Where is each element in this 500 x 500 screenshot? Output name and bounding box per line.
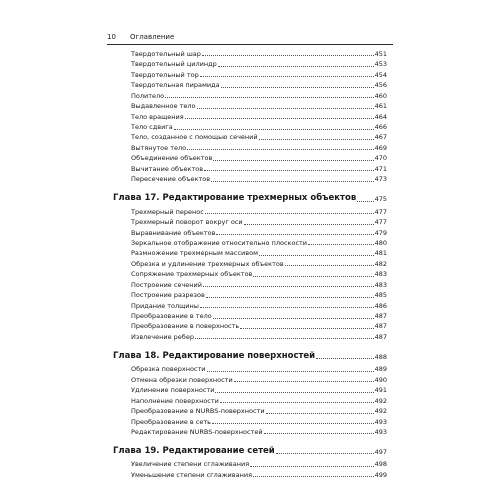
toc-entry <box>113 383 387 393</box>
toc-entry-label: Наполнение поверхности <box>131 396 219 405</box>
toc-entry-label: Преобразование в тело <box>131 312 212 320</box>
toc-chapter-entry <box>113 435 387 457</box>
toc-entry-label: Трехмерный перенос <box>131 207 204 216</box>
toc-entry-label: Объединение объектов <box>131 154 213 163</box>
toc-entry-label: Придание толщины <box>131 301 199 310</box>
toc-entry <box>113 89 387 99</box>
dot-leader <box>259 138 374 140</box>
toc-entry <box>113 288 387 298</box>
dot-leader <box>207 370 374 372</box>
toc-entry-page: 460 <box>374 91 387 100</box>
toc-entry <box>113 415 387 425</box>
toc-chapter-entry <box>113 183 387 205</box>
dot-leader <box>197 107 374 109</box>
dot-leader <box>276 452 374 454</box>
toc-entry-page: 461 <box>374 102 387 111</box>
toc-entry-label: Твердотельный цилиндр <box>131 60 217 69</box>
dot-leader <box>206 296 374 298</box>
toc-chapter-entry <box>113 340 387 362</box>
toc-entry-page: 485 <box>374 291 387 300</box>
toc-entry <box>113 468 387 478</box>
dot-leader <box>165 96 373 98</box>
dot-leader <box>259 254 374 256</box>
toc-entry-label: Твердотельный тор <box>131 70 199 79</box>
toc-entry-label: Построение сечений <box>131 280 202 289</box>
toc-entry-label: Извлечение ребер <box>131 332 194 341</box>
toc-entry-page: 493 <box>374 427 387 436</box>
dot-leader <box>264 432 374 434</box>
toc-entry <box>113 205 387 215</box>
toc-entry <box>113 362 387 372</box>
toc-entry-page: 477 <box>374 218 387 227</box>
toc-entry-page: 454 <box>374 70 387 79</box>
toc-entry <box>113 236 387 246</box>
dot-leader <box>212 422 374 424</box>
dot-leader <box>203 285 374 287</box>
toc-entry-page: 482 <box>374 259 387 268</box>
header-title: Оглавление <box>130 33 175 41</box>
dot-leader <box>215 391 373 393</box>
dot-leader <box>185 117 374 119</box>
dot-leader <box>195 337 374 339</box>
table-of-contents <box>113 47 387 478</box>
toc-entry <box>113 172 387 182</box>
toc-entry <box>113 246 387 256</box>
toc-entry-page: 464 <box>374 112 387 121</box>
toc-entry-page: 497 <box>374 447 387 456</box>
toc-entry <box>113 394 387 404</box>
toc-entry <box>113 330 387 340</box>
toc-entry-label: Пересечение объектов <box>131 175 211 184</box>
toc-entry <box>113 299 387 309</box>
toc-entry <box>113 309 387 319</box>
toc-entry <box>113 457 387 467</box>
toc-entry-label: Редактирование NURBS-поверхностей <box>131 427 263 436</box>
dot-leader <box>200 75 374 77</box>
toc-entry <box>113 47 387 57</box>
dot-leader <box>174 128 374 130</box>
dot-leader <box>221 86 374 88</box>
toc-entry-page: 493 <box>374 417 387 426</box>
toc-entry-label: Обрезка поверхности <box>131 365 206 374</box>
toc-entry-label: Отмена обрезки поверхности <box>131 375 233 384</box>
toc-entry-page: 479 <box>374 228 387 237</box>
toc-entry-page: 466 <box>374 123 387 131</box>
toc-entry-page: 456 <box>374 81 387 90</box>
dot-leader <box>220 401 374 403</box>
toc-entry-label: Вытянутое тело <box>131 143 187 152</box>
toc-entry <box>113 226 387 236</box>
toc-entry-label: Построение разрезов <box>131 291 205 300</box>
dot-leader <box>285 264 374 266</box>
toc-entry-page: 490 <box>374 375 387 384</box>
toc-entry <box>113 404 387 414</box>
toc-entry <box>113 267 387 277</box>
toc-entry <box>113 68 387 78</box>
toc-entry-page: 473 <box>374 175 387 184</box>
toc-entry <box>113 99 387 109</box>
toc-entry-label: Сопряжение трехмерных объектов <box>131 270 253 279</box>
dot-leader <box>234 380 374 382</box>
toc-entry-page: 483 <box>374 270 387 279</box>
dot-leader <box>211 180 374 182</box>
toc-entry <box>113 215 387 225</box>
toc-entry-page: 470 <box>374 154 387 163</box>
dot-leader <box>316 357 373 359</box>
toc-entry-page: 471 <box>374 164 387 173</box>
toc-entry-page: 487 <box>374 322 387 331</box>
dot-leader <box>266 412 374 414</box>
toc-entry-label: Выравнивание объектов <box>131 228 216 237</box>
page-number: 10 <box>107 33 116 41</box>
toc-entry-label: Твердотельная пирамида <box>131 81 220 90</box>
toc-entry-page: 451 <box>374 49 387 58</box>
toc-entry <box>113 78 387 88</box>
dot-leader <box>250 465 373 467</box>
toc-entry-page: 480 <box>374 238 387 247</box>
toc-entry-page: 481 <box>374 249 387 258</box>
toc-entry <box>113 425 387 435</box>
toc-entry <box>113 257 387 267</box>
toc-entry-label: Преобразование в поверхность <box>131 322 240 331</box>
toc-entry-page: 489 <box>374 365 387 374</box>
toc-entry-label: Глава 18. Редактирование поверхностей <box>113 350 316 361</box>
toc-entry-label: Тело вращения <box>131 112 184 121</box>
toc-entry-label: Вычитание объектов <box>131 164 204 173</box>
running-header <box>107 32 393 45</box>
dot-leader <box>240 327 373 329</box>
toc-entry-page: 498 <box>374 460 387 469</box>
toc-entry-page: 487 <box>374 332 387 341</box>
dot-leader <box>216 233 373 235</box>
toc-entry-label: Глава 19. Редактирование сетей <box>113 445 275 456</box>
toc-entry-label: Политело <box>131 91 165 100</box>
toc-entry-page: 492 <box>374 407 387 416</box>
toc-entry-page: 469 <box>374 143 387 152</box>
toc-entry <box>113 320 387 330</box>
toc-entry-label: Тело, созданное с помощью сечений <box>131 133 258 142</box>
dot-leader <box>205 212 374 214</box>
toc-entry <box>113 110 387 120</box>
dot-leader <box>204 169 374 171</box>
dot-leader <box>213 317 374 319</box>
dot-leader <box>357 200 373 202</box>
toc-entry-label: Тело сдвига <box>131 123 173 131</box>
toc-entry-page: 467 <box>374 133 387 142</box>
toc-entry-page: 491 <box>374 386 387 395</box>
dot-leader <box>200 306 374 308</box>
toc-entry-label: Преобразование в сеть <box>131 417 211 426</box>
toc-entry-page: 477 <box>374 207 387 216</box>
toc-entry-label: Размножение трехмерным массивом <box>131 249 258 258</box>
toc-entry <box>113 373 387 383</box>
toc-entry-page: 475 <box>374 195 387 204</box>
toc-entry-page: 483 <box>374 280 387 289</box>
toc-entry-label: Удлинение поверхности <box>131 386 215 395</box>
dot-leader <box>253 475 374 477</box>
dot-leader <box>213 159 373 161</box>
toc-entry-page: 453 <box>374 60 387 69</box>
toc-entry-label: Глава 17. Редактирование трехмерных объектов <box>113 193 357 204</box>
toc-entry-page: 486 <box>374 301 387 310</box>
toc-entry <box>113 151 387 161</box>
toc-entry <box>113 141 387 151</box>
dot-leader <box>308 243 374 245</box>
toc-entry-label: Уменьшение степени сглаживания <box>131 470 252 479</box>
toc-entry-page: 492 <box>374 396 387 405</box>
toc-entry-label: Твердотельный шар <box>131 49 201 58</box>
toc-entry-label: Трехмерный поворот вокруг оси <box>131 218 243 227</box>
toc-entry-page: 499 <box>374 470 387 479</box>
toc-entry <box>113 278 387 288</box>
dot-leader <box>244 223 374 225</box>
toc-entry-label: Обрезка и удлинение трехмерных объектов <box>131 259 284 268</box>
toc-entry-label: Выдавленное тело <box>131 102 196 111</box>
toc-entry-page: 488 <box>374 352 387 361</box>
toc-entry <box>113 120 387 130</box>
toc-entry-label: Зеркальное отображение относительно плоскости <box>131 238 308 247</box>
dot-leader <box>218 65 374 67</box>
toc-entry <box>113 162 387 172</box>
toc-entry <box>113 131 387 141</box>
dot-leader <box>187 148 373 150</box>
dot-leader <box>202 54 374 56</box>
toc-entry-label: Преобразование в NURBS-поверхности <box>131 407 265 416</box>
dot-leader <box>253 275 373 277</box>
toc-entry <box>113 57 387 67</box>
toc-entry-page: 487 <box>374 312 387 320</box>
toc-entry-label: Увеличение степени сглаживания <box>131 460 250 469</box>
